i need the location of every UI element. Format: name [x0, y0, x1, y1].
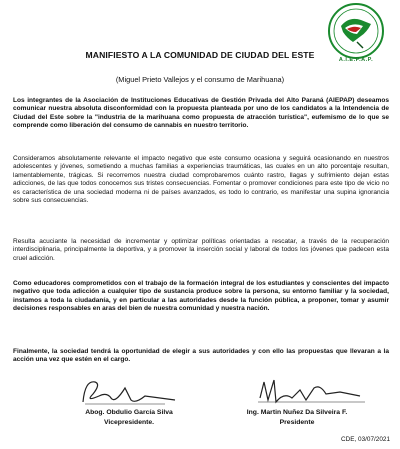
document-date: CDE, 03/07/2021	[340, 436, 390, 443]
signature-president	[240, 374, 390, 408]
paragraph-1: Los integrantes de la Asociación de Instituciones Educativas de Gestión Privada del Alto Paraná (AIEPAP) deseamos comunicar nuestra absoluta disconformidad con la propuesta planteada por uno de los candidatos a la Intendencia de Ciudad del Este sobre la "industria de la marihuana como propuesta de atracción turística", eufemismo de lo que se comprende como liberación del consumo de cannabis en nuestro territorio.	[13, 97, 389, 130]
paragraph-5: Finalmente, la sociedad tendrá la oportunidad de elegir a sus autoridades y con ello las propuestas que llevaran a la acción una vez que estén en el cargo.	[13, 348, 389, 364]
signature-vicepresident	[55, 374, 205, 408]
signatory-name: Abog. Obdulio García Silva	[85, 409, 173, 416]
paragraph-2: Consideramos absolutamente relevante el impacto negativo que este consumo ocasiona y seguirá ocasionando en nuestros adolescentes y jóvenes, sometiendo a muchas familias a experiencias traumáticas, las cuales en un alto porcentaje resultan, lamentablemente, trágicas. Si recorremos nuestra ciudad comprobaremos cuánto rastro, llagas y sufrimiento dejan estas adicciones, de las que todos conocemos sus tristes consecuencias. Fomentar o promover condiciones para este tipo de vicio no es característica de una sociedad moderna ni de países avanzados, es todo lo contrario, es manifestar una supina ignorancia sobre sus consecuencias.	[13, 155, 389, 205]
document-title: MANIFIESTO A LA COMUNIDAD DE CIUDAD DEL ESTE	[85, 50, 315, 60]
logo-text: A.I.E.P.A.P.	[338, 57, 374, 63]
signatory-role: Vicepresidente.	[103, 419, 155, 426]
signatory-role: Presidente	[279, 419, 315, 426]
paragraph-3: Resulta acuciante la necesidad de incrementar y optimizar políticas orientadas a rescatar, a través de la recuperación interdisciplinaria, principalmente la deportiva, y a promover la inserción social y laboral de todos los jóvenes que padecen esta cruel adicción.	[13, 238, 389, 262]
signatory-name: Ing. Martin Nuñez Da Silveira F.	[246, 409, 348, 416]
document-subtitle: (Miguel Prieto Vallejos y el consumo de Marihuana)	[115, 75, 285, 84]
paragraph-4: Como educadores comprometidos con el trabajo de la formación integral de los estudiantes y conscientes del impacto negativo que toda adicción a cualquier tipo de sustancia produce sobre la persona, su entorno familiar y la sociedad, instamos a toda la ciudadanía, y en particular a las autoridades desde la función pública, a proponer, tomar y asumir decisiones responsables en aras del bien de nuestra comunidad y nuestra nación.	[13, 280, 389, 313]
